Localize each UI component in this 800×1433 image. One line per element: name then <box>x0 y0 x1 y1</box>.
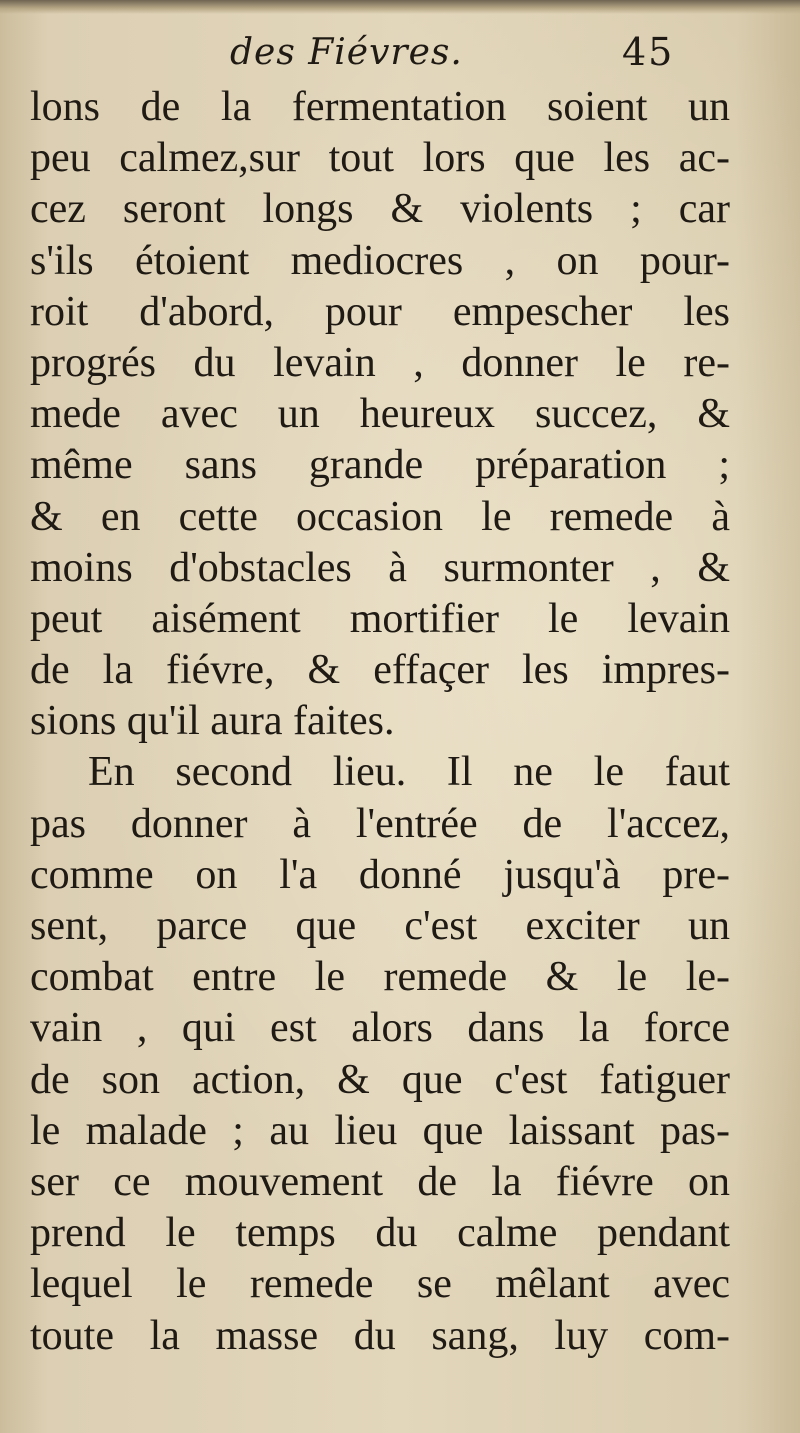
text-line: même sans grande préparation ; <box>30 442 730 489</box>
text-line: toute la masse du sang, luy com- <box>30 1312 730 1359</box>
text-line: pas donner à l'entrée de l'accez, <box>30 800 730 847</box>
page-number: 45 <box>622 30 675 74</box>
text-line: lequel le remede se mêlant avec <box>30 1261 730 1308</box>
text-line: s'ils étoient mediocres , on pour- <box>30 237 730 284</box>
text-line: ser ce mouvement de la fiévre on <box>30 1158 730 1205</box>
text-line: de la fiévre, & effaçer les impres- <box>30 647 730 694</box>
body-text <box>30 82 730 1362</box>
text-line: vain , qui est alors dans la force <box>30 1005 730 1052</box>
text-line: lons de la fermentation soient un <box>30 84 730 130</box>
page-top-edge <box>0 0 800 14</box>
text-line: combat entre le remede & le le- <box>30 954 730 1001</box>
text-line: & en cette occasion le remede à <box>30 493 730 540</box>
text-line: sent, parce que c'est exciter un <box>30 903 730 949</box>
running-title: des Fiévres. <box>230 32 463 73</box>
page-header <box>0 28 800 88</box>
text-line: roit d'abord, pour empescher les <box>30 288 730 335</box>
text-line: prend le temps du calme pendant <box>30 1210 730 1257</box>
paragraph-start-line: En second lieu. Il ne le faut <box>88 749 730 796</box>
paragraph-end-line: sions qu'il aura faites. <box>30 698 395 745</box>
text-line: le malade ; au lieu que laissant pas- <box>30 1107 730 1154</box>
text-line: comme on l'a donné jusqu'à pre- <box>30 851 730 898</box>
text-line: moins d'obstacles à surmonter , & <box>30 544 730 591</box>
text-line: progrés du levain , donner le re- <box>30 339 730 386</box>
text-line: peut aisément mortifier le levain <box>30 595 730 642</box>
text-line: mede avec un heureux succez, & <box>30 391 730 438</box>
text-line: peu calmez,sur tout lors que les ac- <box>30 135 730 182</box>
text-line: de son action, & que c'est fatiguer <box>30 1056 730 1103</box>
text-line: cez seront longs & violents ; car <box>30 186 730 233</box>
